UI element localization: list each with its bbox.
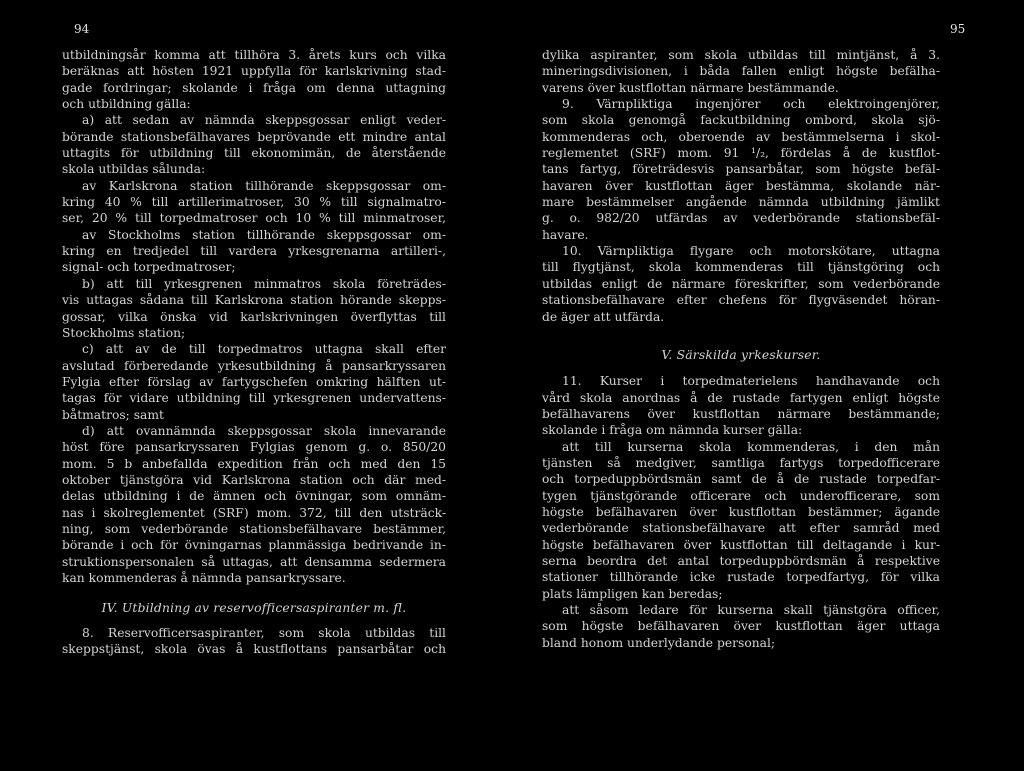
page-number-right: 95 (950, 22, 966, 36)
right-text-column (542, 47, 940, 651)
right-page (512, 0, 1024, 771)
text-line: havare. (542, 227, 589, 242)
text-line: a) att sedan av nämnda skeppsgossar enligt veder- (82, 113, 446, 128)
text-line: som skola genomgå fackutbildning ombord, skola sjö- (542, 113, 940, 128)
text-line: av Stockholms station tillhörande skeppsgossar om- (82, 227, 446, 242)
text-line: uttagits för utbildning till ekonomimän, de återstående (62, 146, 446, 161)
text-line: att till kurserna skola kommenderas, i den mån (562, 439, 940, 454)
section-heading-text: IV. Utbildning av reservofficersaspiranter m. fl. (101, 601, 407, 616)
text-line: att såsom ledare för kurserna skall tjänstgöra officer, (562, 603, 940, 617)
text-line: plats lämpligen kan beredas; (542, 586, 723, 601)
text-line: befälhavarens över kustflottan närmare bestämmande; (542, 406, 940, 421)
text-line: högste befälhavaren över kustflottan till deltagande i kur- (542, 537, 940, 552)
text-line: vederbörande stationsbefälhavare att efter samråd med (542, 521, 940, 536)
text-line: d) att ovannämnda skeppsgossar skola innevarande (82, 423, 446, 438)
text-line: c) att av de till torpedmatros uttagna skall efter (82, 342, 446, 357)
text-line: båtmatros; samt (62, 407, 164, 422)
text-line: delas utbildning i de ämnen och övningar, som omnäm- (62, 489, 446, 504)
text-line: mare bestämmelser angående nämnda utbildning jämlikt (542, 195, 940, 210)
text-line: de äger att utfärda. (542, 309, 665, 324)
text-line: Stockholms station; (62, 325, 186, 340)
text-line: av Karlskrona station tillhörande skeppsgossar om- (82, 178, 446, 193)
text-line: utbildas enligt de närmare föreskrifter, som vederbörande (542, 276, 940, 291)
text-line: börande i och för övningarnas planmässiga bedrivande in- (62, 538, 446, 553)
text-line: 9. Värnpliktiga ingenjörer och elektroingenjörer, (562, 97, 940, 112)
text-line: vis uttagas sådana till Karlskrona station hörande skepps- (62, 293, 446, 308)
text-line: serna beordra det antal torpeduppbördsmän å respektive (542, 553, 940, 568)
text-line: g. o. 982/20 utfärdas av vederbörande stationsbefäl- (542, 211, 940, 226)
text-line: mineringsdivisionen, i båda fallen enligt högste befälha- (542, 64, 940, 79)
text-line: signal- och torpedmatroser; (62, 260, 236, 275)
text-line: tygen tjänstgörande officerare och underofficerare, som (542, 488, 940, 503)
text-line: som högste befälhavaren över kustflottan äger uttaga (542, 619, 940, 634)
text-line: kring 40 % till artillerimatroser, 30 % till signalmatro- (62, 195, 446, 210)
text-line: mom. 5 b anbefallda expedition från och med den 15 (62, 456, 446, 471)
text-line: kring en tredjedel till vardera yrkesgrenarna artilleri-, (62, 244, 446, 259)
text-line: skola utbildas sålunda: (62, 162, 206, 177)
text-line: gade fordringar; skolande i fråga om denna uttagning (62, 80, 446, 95)
section-heading-text: V. Särskilda yrkeskurser. (661, 347, 821, 362)
text-line: till flygtjänst, skola kommenderas till tjänstgöring och (542, 260, 940, 275)
text-line: b) att till yrkesgrenen minmatros skola företrädes- (82, 276, 446, 291)
text-line: tans fartyg, företrädesvis pansarbåtar, som högste befäl- (542, 162, 940, 177)
text-line: havaren över kustflottan äger bestämma, skolande när- (542, 178, 940, 193)
text-line: gossar, vilka önska vid karlskrivningen överflyttas till (62, 309, 446, 324)
section-heading-v (542, 347, 940, 363)
text-line: reglementet (SRF) mom. 91 ¹/₂, fördelas å de kustflot- (542, 146, 940, 161)
text-line: ser, 20 % till torpedmatroser och 10 % till minmatroser, (62, 211, 446, 226)
text-line: Fylgia efter förslag av fartygschefen omkring hälften ut- (62, 374, 446, 389)
text-line: ning, som vederbörande stationsbefälhavare bestämmer, (62, 521, 446, 536)
text-line: stationer tillhörande icke rustade torpedfartyg, för vilka (542, 570, 940, 585)
text-line: börande stationsbefälhavares beprövande ett mindre antal (62, 129, 446, 144)
text-line: högste befälhavaren över kustflottan bestämmer; ägande (542, 504, 940, 519)
text-line: avslutad förberedande yrkesutbildning å pansarkryssaren (62, 358, 446, 373)
text-line: varens över kustflottan närmare bestämmande. (542, 80, 839, 95)
text-line: 8. Reservofficersaspiranter, som skola utbildas till (82, 625, 446, 640)
text-line: oktober tjänstgöra vid Karlskrona station och där med- (62, 472, 446, 487)
text-line: nas i skolreglementet (SRF) mom. 372, till den utsträck- (62, 505, 446, 520)
left-text-column (62, 47, 446, 657)
text-line: tagas för vidare utbildning till yrkesgrenen undervattens- (62, 391, 446, 406)
text-line: kommenderas och, oberoende av bestämmelserna i skol- (542, 129, 940, 144)
text-line: beräknas att hösten 1921 uppfylla för karlskrivning stad- (62, 64, 446, 79)
text-line: 10. Värnpliktiga flygare och motorskötare, uttagna (562, 244, 940, 259)
text-line: och utbildning gälla: (62, 97, 191, 112)
text-line: utbildningsår komma att tillhöra 3. årets kurs och vilka (62, 48, 446, 62)
text-line: bland honom underlydande personal; (542, 635, 776, 650)
text-line: och torpeduppbördsmän samt de å de rustade torpedfar- (542, 472, 940, 487)
text-line: höst före pansarkryssaren Fylgias genom g. o. 850/20 (62, 440, 446, 455)
text-line: skeppstjänst, skola övas å kustflottans pansarbåtar och (62, 642, 446, 657)
text-line: tjänsten så medgiver, samtliga fartygs torpedofficerare (542, 455, 940, 470)
section-heading-iv (62, 600, 446, 616)
text-line: vård skola anordnas å de rustade fartygen enligt högste (542, 390, 940, 405)
text-line: struktionspersonalen så uttagas, att densamma sedermera (62, 554, 446, 569)
text-line: dylika aspiranter, som skola utbildas till mintjänst, å 3. (542, 48, 940, 62)
text-line: stationsbefälhavare efter chefens för flygväsendet höran- (542, 293, 940, 308)
text-line: 11. Kurser i torpedmaterielens handhavande och (562, 374, 940, 389)
page-number-left: 94 (74, 22, 90, 36)
text-line: skolande i fråga om nämnda kurser gälla: (542, 423, 803, 438)
text-line: kan kommenderas å nämnda pansarkryssare. (62, 571, 346, 585)
